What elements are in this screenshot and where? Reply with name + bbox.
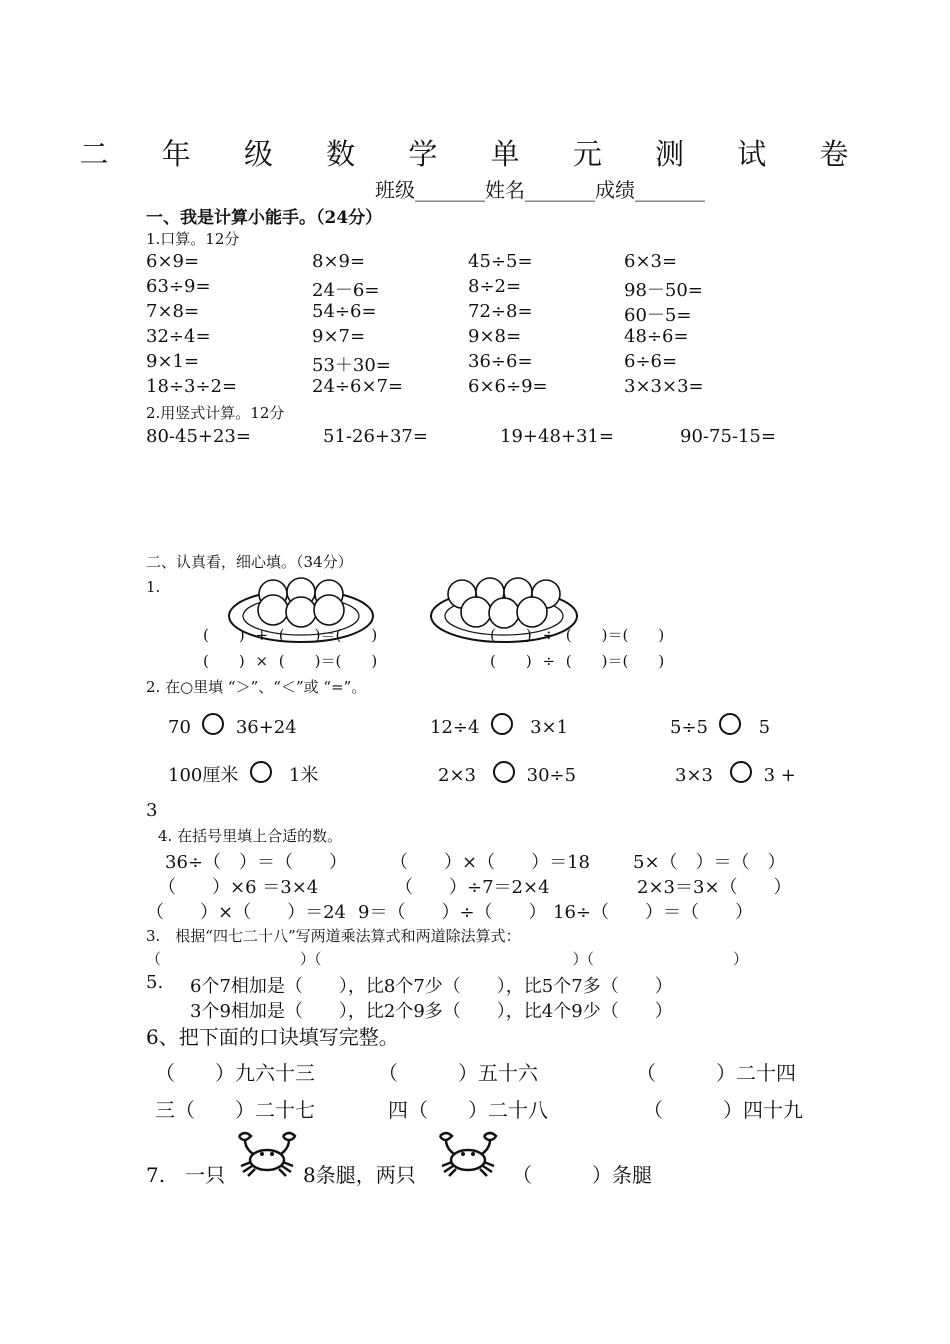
q3-blanks: （ ）（ ）（ ）	[146, 950, 748, 968]
q7-mid: 8条腿，两只	[303, 1163, 416, 1187]
oral-calc-item: 18÷3÷2=	[146, 376, 238, 397]
compare-item: 5÷5 5	[670, 713, 770, 738]
oral-calc-item: 24÷6×7=	[312, 376, 404, 397]
oral-calc-item: 7×8=	[146, 301, 200, 322]
oral-calc-item: 60－5=	[624, 305, 692, 326]
oral-calc-item: 63÷9=	[146, 276, 211, 297]
q6-item: （ ）五十六	[378, 1061, 538, 1085]
oral-calc-item: 9×1=	[146, 351, 200, 372]
q4-item: 2×3＝3×（ ）	[637, 877, 792, 898]
s2-q1-label: 1.	[146, 578, 161, 596]
q5-prefix: 5.	[146, 972, 164, 993]
oral-calc-item: 45÷5=	[468, 251, 533, 272]
q6-item: 四（ ）二十八	[388, 1098, 548, 1122]
blank-circle-icon[interactable]	[730, 761, 752, 783]
section2-heading: 二、认真看，细心填。（34分）	[146, 553, 353, 571]
q4-item: 36÷（ ）＝（ ）	[165, 852, 347, 873]
student-info-line: 班级_______姓名_______成绩_______	[375, 178, 705, 202]
compare-item: 12÷4 3×1	[430, 713, 568, 738]
oral-calc-item: 9×8=	[468, 326, 522, 347]
vertical-item: 19+48+31=	[500, 426, 614, 447]
q2-label: 2.用竖式计算。12分	[146, 404, 285, 422]
oral-calc-item: 6×6÷9=	[468, 376, 548, 397]
q7-prefix: 7. 一只	[146, 1163, 226, 1187]
oral-calc-item: 48÷6=	[624, 326, 689, 347]
q5-line: 3个9相加是（ ），比2个9多（ ），比4个9少（ ）	[190, 1001, 673, 1022]
oral-calc-item: 53＋30=	[312, 355, 391, 376]
oral-calc-item: 72÷8=	[468, 301, 533, 322]
q4-item: 5×（ ）＝（ ）	[633, 852, 786, 873]
q4-item: 9＝（ ）÷（ ）	[358, 902, 547, 923]
blank-circle-icon[interactable]	[719, 713, 741, 735]
compare-item: 70 36+24	[168, 713, 297, 738]
oral-calc-item: 54÷6=	[312, 301, 377, 322]
q1-label: 1.口算。12分	[146, 230, 240, 248]
s2-q6-label: 6、把下面的口诀填写完整。	[146, 1025, 399, 1049]
compare-item: 2×3 30÷5	[438, 761, 576, 786]
q1-equation: ( ) + ( )＝( )	[203, 626, 378, 644]
q4-item: （ ）×（ ）＝18	[390, 852, 590, 873]
compare-item: 3×3 3 +	[675, 761, 796, 786]
q4-item: 16÷（ ）＝（ ）	[553, 902, 753, 923]
q6-item: （ ）二十四	[636, 1061, 796, 1085]
q5-line: 6个7相加是（ ），比8个7少（ ），比5个7多（ ）	[190, 976, 673, 997]
blank-circle-icon[interactable]	[493, 761, 515, 783]
oral-calc-item: 36÷6=	[468, 351, 533, 372]
vertical-item: 90-75-15=	[680, 426, 776, 447]
oral-calc-item: 8÷2=	[468, 276, 522, 297]
q4-item: （ ）×6 ＝3×4	[158, 877, 319, 898]
q6-item: 三（ ）二十七	[155, 1098, 315, 1122]
oral-calc-item: 8×9=	[312, 251, 366, 272]
oral-calc-item: 6×9=	[146, 251, 200, 272]
crab-icon	[233, 1130, 301, 1178]
oral-calc-item: 3×3×3=	[624, 376, 704, 397]
q4-item: （ ）×（ ）＝24	[146, 902, 346, 923]
compare-wrap-text: 3	[146, 800, 158, 821]
q1-equation: ( ) ÷ ( )＝( )	[490, 652, 665, 670]
oral-calc-item: 6×3=	[624, 251, 678, 272]
page-title: 二 年 级 数 学 单 元 测 试 卷	[79, 137, 871, 171]
oral-calc-item: 98－50=	[624, 280, 703, 301]
blank-circle-icon[interactable]	[491, 713, 513, 735]
q1-equation: ( ) ÷ ( )＝( )	[490, 626, 665, 644]
s2-q3-label: 3. 根据“四七二十八”写两道乘法算式和两道除法算式：	[146, 927, 521, 945]
blank-circle-icon[interactable]	[202, 713, 224, 735]
oral-calc-item: 9×7=	[312, 326, 366, 347]
blank-circle-icon[interactable]	[250, 761, 272, 783]
compare-item: 100厘米 1米	[168, 761, 318, 787]
vertical-item: 51-26+37=	[323, 426, 428, 447]
s2-q2-label: 2. 在○里填 “＞”、“＜”或 “=”。	[146, 678, 367, 696]
vertical-item: 80-45+23=	[146, 426, 251, 447]
q6-item: （ ）四十九	[643, 1098, 803, 1122]
q4-item: （ ）÷7＝2×4	[395, 877, 550, 898]
q7-end: （ ）条腿	[512, 1163, 652, 1187]
crab-icon	[434, 1130, 502, 1178]
oral-calc-item: 32÷4=	[146, 326, 211, 347]
s2-q4-label: 4. 在括号里填上合适的数。	[158, 827, 343, 845]
section1-heading: 一、我是计算小能手。（24分）	[146, 208, 383, 228]
oral-calc-item: 24－6=	[312, 280, 380, 301]
q6-item: （ ）九六十三	[155, 1061, 315, 1085]
oral-calc-item: 6÷6=	[624, 351, 678, 372]
q1-equation: ( ) × ( )＝( )	[203, 652, 378, 670]
